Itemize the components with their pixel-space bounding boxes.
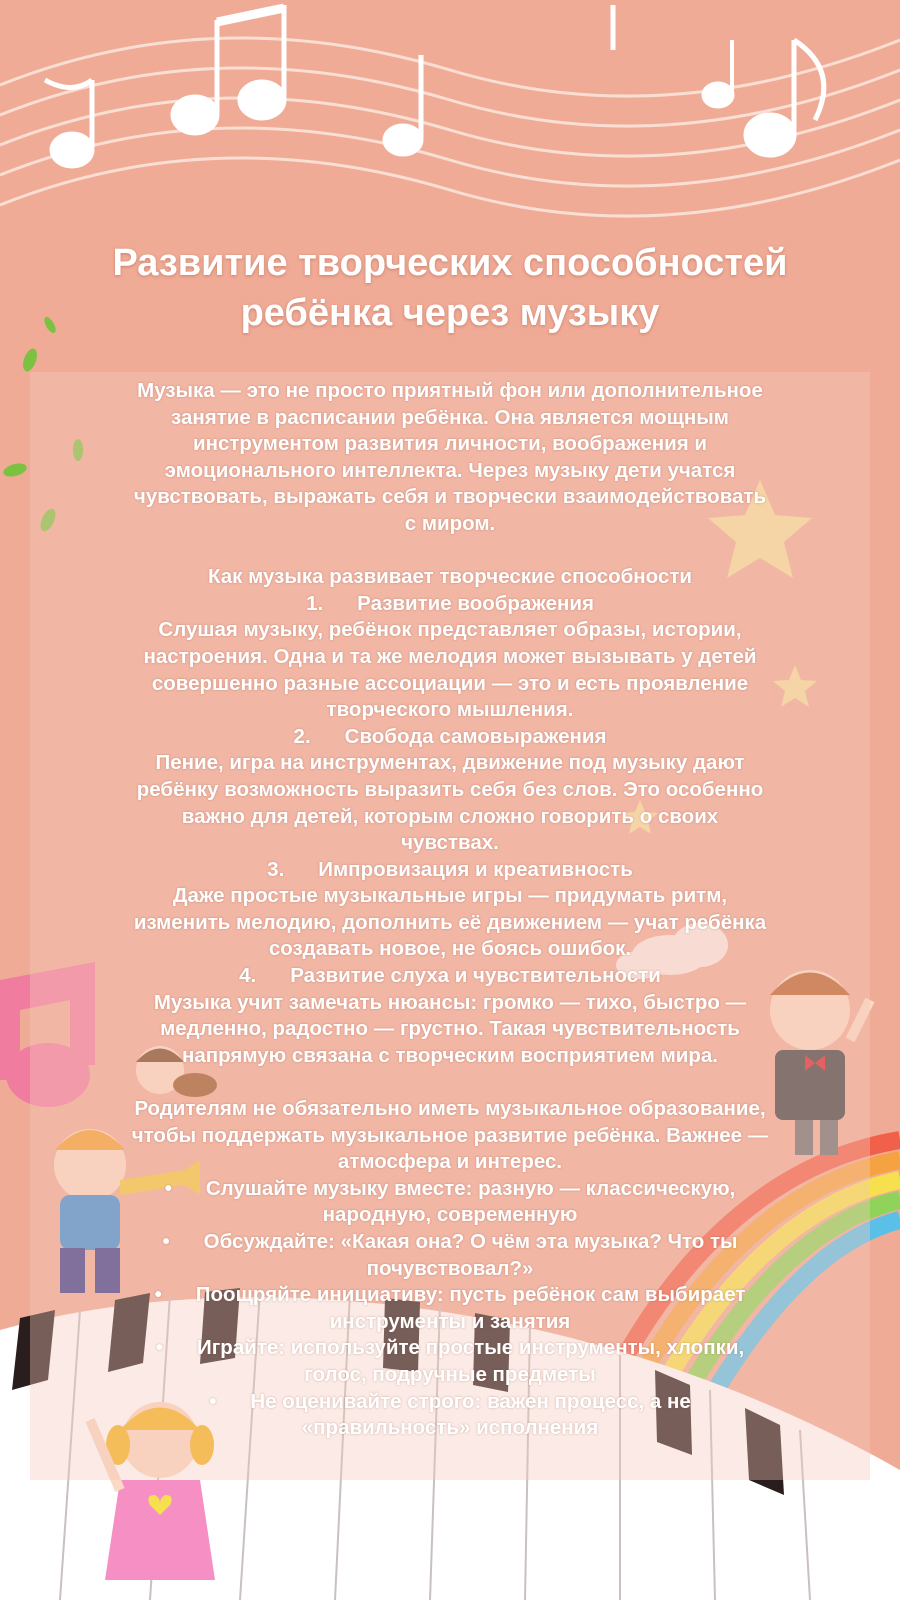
section-heading-text: Развитие воображения: [357, 591, 594, 615]
list-item: [62, 1176, 838, 1229]
tip-line: [62, 1229, 838, 1256]
tip-text: Поощряйте инициативу: пусть ребёнок сам выбирает: [195, 1283, 746, 1307]
section-heading: Как музыка развивает творческие способности: [208, 565, 692, 589]
tip-text: Слушайте музыку вместе: разную — классическую,: [205, 1176, 736, 1200]
spacer: [62, 538, 838, 565]
parents-line: чтобы поддержать музыкальное развитие ребёнка. Важнее —: [131, 1123, 769, 1147]
section-line: Даже простые музыкальные игры — придумать ритм,: [172, 884, 728, 908]
section-line: важно для детей, которым сложно говорить о своих: [181, 804, 719, 828]
section-number: 1.: [306, 591, 324, 615]
parents-paragraph: [62, 1096, 838, 1176]
section-line: настроения. Одна и та же мелодия может вызывать у детей: [143, 644, 757, 668]
section-item: [62, 724, 838, 857]
list-item: [62, 1389, 838, 1442]
title-line: Развитие творческих способностей: [112, 242, 788, 284]
intro-line: чувствовать, выражать себя и творчески взаимодействовать: [133, 485, 767, 509]
section-line: медленно, радостно — грустно. Такая чувствительность: [160, 1017, 740, 1041]
section-number: 4.: [239, 964, 257, 988]
tip-line: «правильность» исполнения: [301, 1416, 599, 1440]
bullet-icon: •: [164, 1176, 172, 1200]
tip-line: голос, подручные предметы: [304, 1362, 596, 1386]
bullet-icon: •: [154, 1283, 162, 1307]
page-title: [0, 238, 900, 338]
section-heading-text: Свобода самовыражения: [344, 724, 607, 748]
section-heading-text: Импровизация и креативность: [318, 857, 633, 881]
tip-line: [62, 1335, 838, 1362]
tip-line: народную, современную: [322, 1203, 578, 1227]
list-item: [62, 1335, 838, 1388]
tip-line: [62, 1389, 838, 1416]
section-title: [62, 963, 838, 990]
section-item: [62, 591, 838, 724]
section-line: чувствах.: [401, 831, 499, 855]
intro-line: инструментом развития личности, воображения и: [193, 432, 707, 456]
tip-line: [62, 1282, 838, 1309]
tip-line: почувствовал?»: [366, 1256, 534, 1280]
section-line: творческого мышления.: [326, 698, 574, 722]
bullet-icon: •: [155, 1336, 164, 1360]
tips-list: [62, 1176, 838, 1442]
intro-line: занятие в расписании ребёнка. Она является мощным: [171, 405, 729, 429]
section-line: Музыка учит замечать нюансы: громко — тихо, быстро —: [153, 990, 747, 1014]
intro-line: с миром.: [404, 511, 496, 535]
list-item: [62, 1282, 838, 1335]
tip-line: [62, 1176, 838, 1203]
tip-line: инструменты и занятия: [329, 1309, 571, 1333]
spacer: [62, 1069, 838, 1096]
bullet-icon: •: [209, 1389, 217, 1413]
tip-text: Обсуждайте: «Какая она? О чём эта музыка? Что ты: [203, 1230, 738, 1253]
list-item: [62, 1229, 838, 1282]
section-number: 2.: [293, 724, 311, 748]
section-line: совершенно разные ассоциации — это и есть проявление: [151, 671, 749, 695]
section-item: [62, 963, 838, 1069]
intro-paragraph: [62, 378, 838, 538]
section-title: [62, 724, 838, 751]
section-number: 3.: [267, 857, 285, 881]
section-heading-text: Развитие слуха и чувствительности: [290, 964, 661, 988]
section-line: изменить мелодию, дополнить её движением — учат ребёнка: [133, 910, 767, 934]
section-line: Пение, игра на инструментах, движение под музыку дают: [155, 751, 745, 775]
title-line: ребёнка через музыку: [240, 292, 660, 334]
tip-text: Играйте: используйте простые инструменты, хлопки,: [197, 1336, 745, 1360]
section-line: ребёнку возможность выразить себя без слов. Это особенно: [136, 777, 764, 801]
parents-line: атмосфера и интерес.: [337, 1150, 563, 1174]
section-line: Слушая музыку, ребёнок представляет образы, истории,: [158, 618, 742, 642]
section-title: [62, 857, 838, 884]
intro-line: эмоционального интеллекта. Через музыку дети учатся: [164, 458, 736, 482]
parents-line: Родителям не обязательно иметь музыкальное образование,: [134, 1097, 766, 1121]
section-title: [62, 591, 838, 618]
tip-text: Не оценивайте строго: важен процесс, а не: [250, 1389, 691, 1413]
section-line: создавать новое, не боясь ошибок.: [268, 937, 632, 961]
bullet-icon: •: [162, 1230, 170, 1253]
intro-line: Музыка — это не просто приятный фон или дополнительное: [137, 379, 763, 402]
section-item: [62, 857, 838, 963]
section-line: напрямую связана с творческим восприятием мира.: [181, 1043, 718, 1067]
article-body: [62, 378, 838, 1442]
